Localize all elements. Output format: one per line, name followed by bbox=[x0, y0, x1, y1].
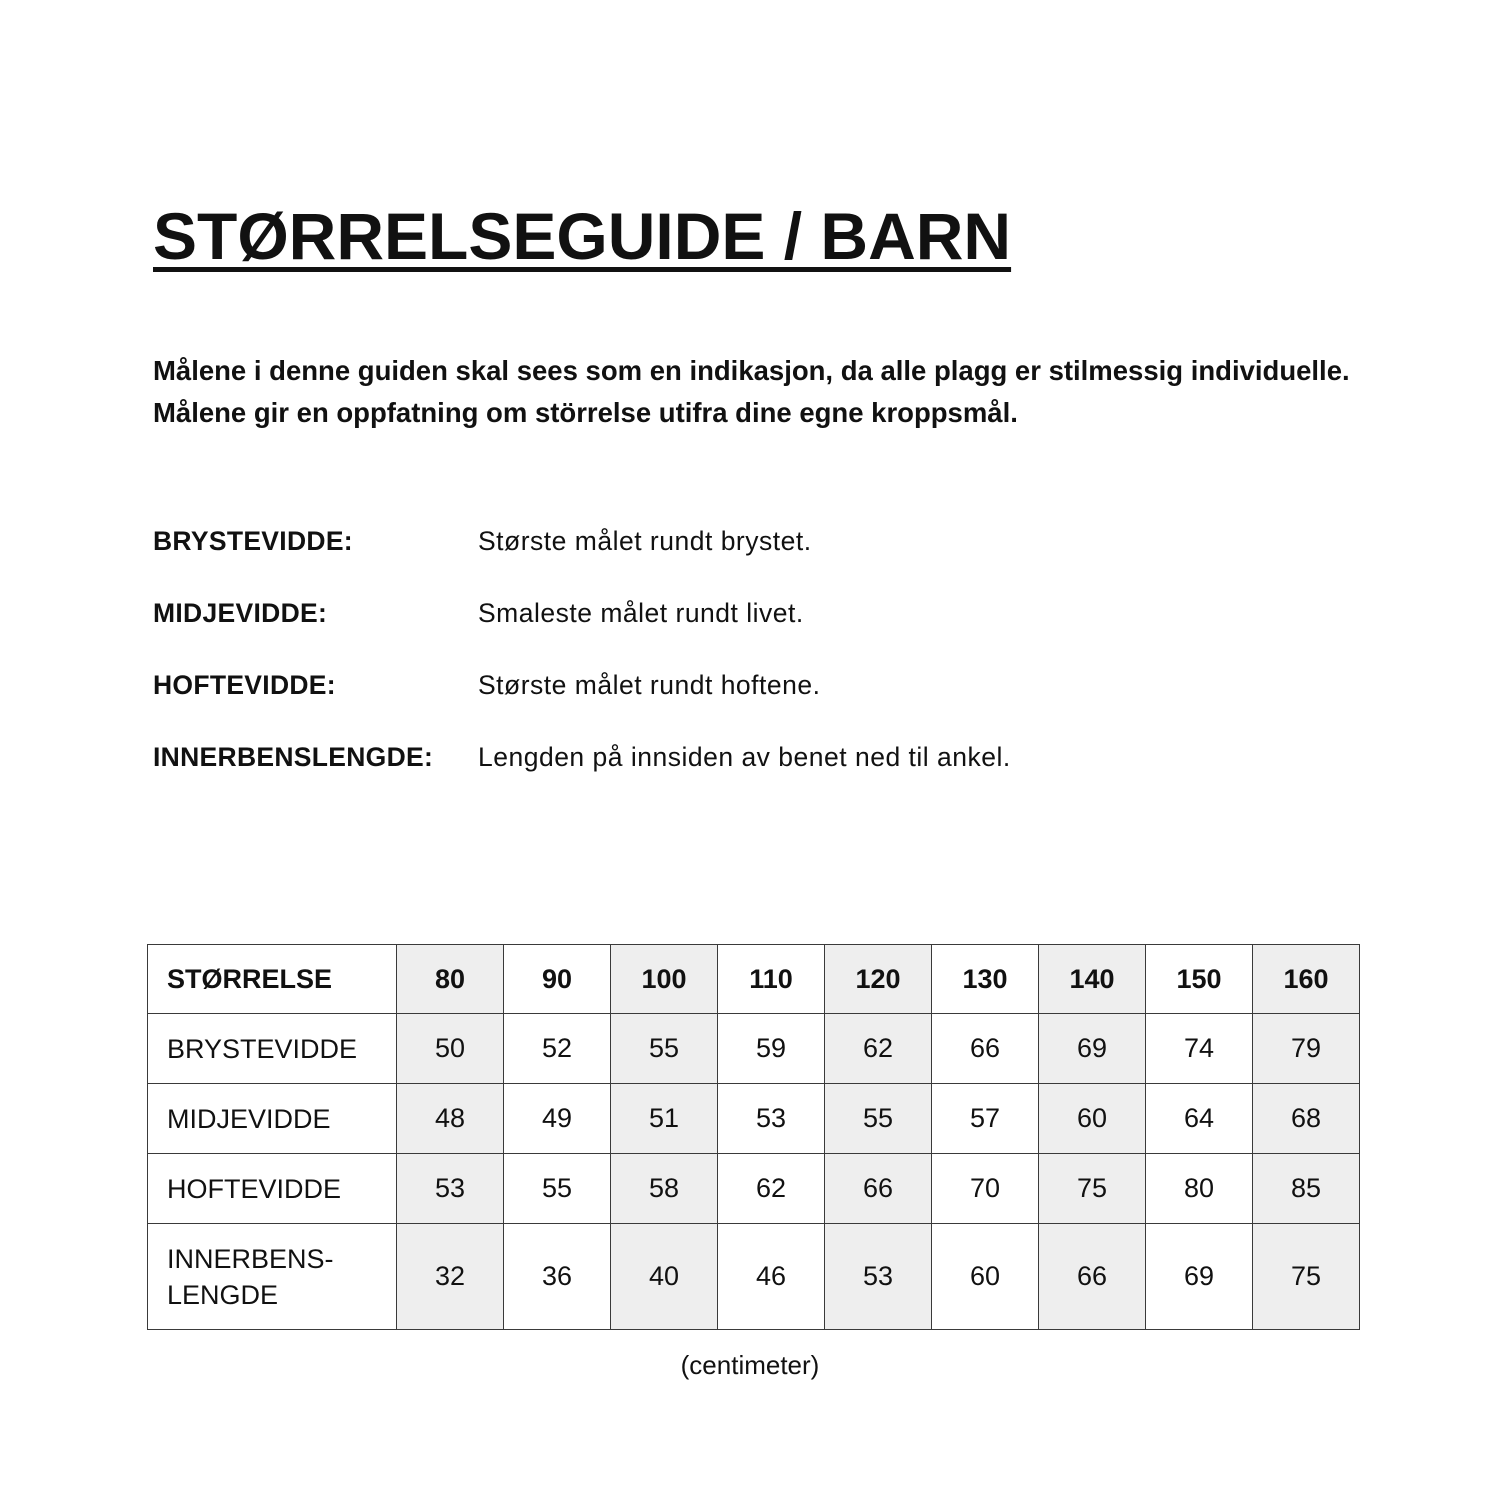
table-cell: 46 bbox=[718, 1224, 825, 1330]
table-row bbox=[148, 1014, 1360, 1084]
definition-description: Største målet rundt hoftene. bbox=[478, 670, 821, 700]
table-cell: 66 bbox=[1039, 1224, 1146, 1330]
table-row bbox=[148, 1154, 1360, 1224]
definition-description: Største målet rundt brystet. bbox=[478, 526, 812, 556]
definition-chest bbox=[153, 524, 1011, 596]
table-cell: 75 bbox=[1039, 1154, 1146, 1224]
size-table bbox=[147, 944, 1360, 1330]
table-cell: 70 bbox=[932, 1154, 1039, 1224]
row-label: HOFTEVIDDE bbox=[148, 1154, 397, 1224]
table-cell: 36 bbox=[504, 1224, 611, 1330]
table-cell: 57 bbox=[932, 1084, 1039, 1154]
definition-waist bbox=[153, 596, 1011, 668]
table-cell: 59 bbox=[718, 1014, 825, 1084]
table-cell: 40 bbox=[611, 1224, 718, 1330]
table-header-row bbox=[148, 945, 1360, 1014]
table-cell: 60 bbox=[1039, 1084, 1146, 1154]
table-cell: 79 bbox=[1253, 1014, 1360, 1084]
table-row bbox=[148, 1084, 1360, 1154]
definition-term: INNERBENSLENGDE: bbox=[153, 742, 434, 772]
header-size: 90 bbox=[504, 945, 611, 1014]
table-cell: 66 bbox=[932, 1014, 1039, 1084]
header-size: 80 bbox=[397, 945, 504, 1014]
table-cell: 55 bbox=[825, 1084, 932, 1154]
table-cell: 53 bbox=[718, 1084, 825, 1154]
header-size: 140 bbox=[1039, 945, 1146, 1014]
header-size: 120 bbox=[825, 945, 932, 1014]
unit-note: (centimeter) bbox=[680, 1350, 820, 1380]
table-cell: 69 bbox=[1039, 1014, 1146, 1084]
definition-inseam bbox=[153, 740, 1011, 812]
header-size: 150 bbox=[1146, 945, 1253, 1014]
row-label: MIDJEVIDDE bbox=[148, 1084, 397, 1154]
table-cell: 48 bbox=[397, 1084, 504, 1154]
table-cell: 53 bbox=[397, 1154, 504, 1224]
row-label: BRYSTEVIDDE bbox=[148, 1014, 397, 1084]
table-cell: 62 bbox=[718, 1154, 825, 1224]
table-cell: 51 bbox=[611, 1084, 718, 1154]
table-cell: 66 bbox=[825, 1154, 932, 1224]
table-cell: 74 bbox=[1146, 1014, 1253, 1084]
table-cell: 68 bbox=[1253, 1084, 1360, 1154]
definition-description: Lengden på innsiden av benet ned til ankel. bbox=[478, 742, 1011, 772]
table-cell: 62 bbox=[825, 1014, 932, 1084]
table-cell: 52 bbox=[504, 1014, 611, 1084]
page-title: STØRRELSEGUIDE / BARN bbox=[153, 199, 1012, 273]
row-label bbox=[148, 1224, 397, 1330]
row-label-line: LENGDE bbox=[167, 1279, 279, 1310]
table-cell: 53 bbox=[825, 1224, 932, 1330]
row-label-line: INNERBENS- bbox=[167, 1243, 334, 1274]
table-cell: 69 bbox=[1146, 1224, 1253, 1330]
header-size: 100 bbox=[611, 945, 718, 1014]
table-cell: 58 bbox=[611, 1154, 718, 1224]
measurement-definitions bbox=[153, 524, 1011, 812]
definition-term: MIDJEVIDDE: bbox=[153, 598, 328, 628]
header-size-label: STØRRELSE bbox=[148, 945, 397, 1014]
table-cell: 49 bbox=[504, 1084, 611, 1154]
table-cell: 80 bbox=[1146, 1154, 1253, 1224]
table-cell: 50 bbox=[397, 1014, 504, 1084]
header-size: 130 bbox=[932, 945, 1039, 1014]
table-cell: 75 bbox=[1253, 1224, 1360, 1330]
table-cell: 64 bbox=[1146, 1084, 1253, 1154]
header-size: 160 bbox=[1253, 945, 1360, 1014]
table-cell: 60 bbox=[932, 1224, 1039, 1330]
table-cell: 85 bbox=[1253, 1154, 1360, 1224]
table-cell: 55 bbox=[504, 1154, 611, 1224]
definition-description: Smaleste målet rundt livet. bbox=[478, 598, 804, 628]
definition-term: HOFTEVIDDE: bbox=[153, 670, 336, 700]
intro-text: Målene i denne guiden skal sees som en indikasjon, da alle plagg er stilmessig individuelle. Målene gir en oppfatning om störrelse utifra dine egne kroppsmål. bbox=[153, 355, 1350, 428]
table-cell: 55 bbox=[611, 1014, 718, 1084]
table-cell: 32 bbox=[397, 1224, 504, 1330]
header-size: 110 bbox=[718, 945, 825, 1014]
definition-hip bbox=[153, 668, 1011, 740]
definition-term: BRYSTEVIDDE: bbox=[153, 526, 353, 556]
table-row bbox=[148, 1224, 1360, 1330]
